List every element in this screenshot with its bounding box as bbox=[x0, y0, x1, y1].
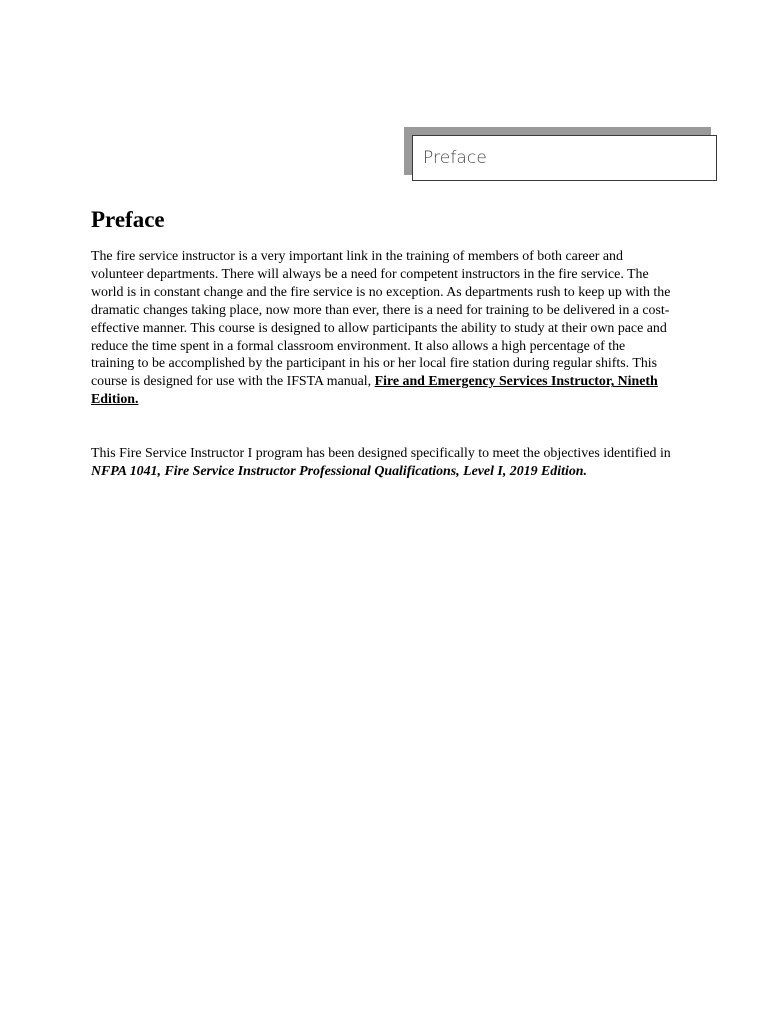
section-header-label: Preface bbox=[423, 148, 487, 168]
section-header-tab bbox=[404, 127, 719, 185]
intro-paragraph bbox=[91, 248, 671, 409]
section-header-box bbox=[412, 135, 717, 181]
intro-paragraph-text: The fire service instructor is a very important link in the training of members of both career and volunteer departments. There will always be a need for competent instructors in the fire service. The world is in constant change and the fire service is no exception. As departments rush to keep up with the dramatic changes taking place, now more than ever, there is a need for training to be delivered in a cost-effective manner. This course is designed to allow participants the ability to study at their own pace and reduce the time spent in a formal classroom environment. It also allows a high percentage of the training to be accomplished by the participant in his or her local fire station during regular shifts. This course is designed for use with the IFSTA manual, bbox=[91, 249, 671, 390]
ifsta-manual-title: Fire and Emergency Services Instructor, Nineth Edition. bbox=[91, 374, 658, 408]
page-title: Preface bbox=[91, 207, 165, 232]
nfpa-standard-title: NFPA 1041, Fire Service Instructor Professional Qualifications, Level I, 2019 Edition. bbox=[91, 463, 587, 479]
program-paragraph-text: This Fire Service Instructor I program has been designed specifically to meet the objectives identified in bbox=[91, 446, 671, 461]
program-paragraph bbox=[91, 445, 671, 481]
